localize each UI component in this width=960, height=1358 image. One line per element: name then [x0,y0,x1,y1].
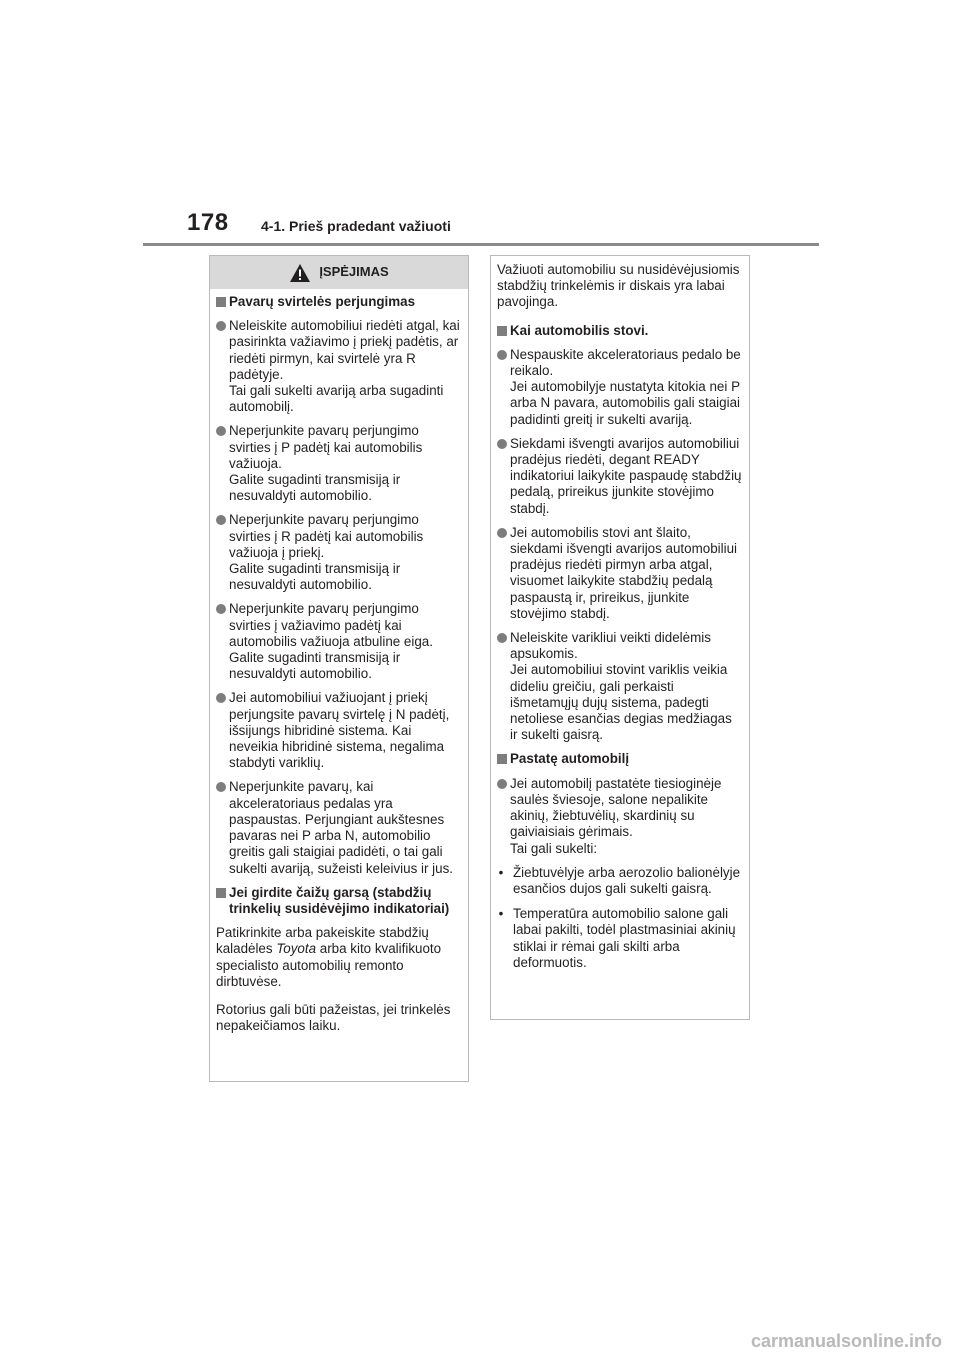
circle-bullet-icon [216,782,226,792]
subheading: Jei girdite čaižų garsą (stabdžių trinkelių susidėvėjimo indikatoriai) [216,885,462,917]
list-item: Neperjunkite pavarų, kai akceleratoriaus pedalas yra paspaustas. Perjungiant aukštesnes pavaras nei P arba N, automobilio greitis gali staigiai padidėti, o tai gali sukelti avariją, sužeisti keleivius ir jus. [216,779,462,876]
circle-bullet-icon [497,528,507,538]
circle-bullet-icon [216,693,226,703]
subheading: Pavarų svirtelės perjungimas [216,294,462,310]
list-item: Siekdami išvengti avarijos automobiliui pradėjus riedėti, degant READY indikatoriui laikykite paspaudę stabdžių pedalą, prireikus įjunkite stovėjimo stabdį. [497,436,742,517]
circle-bullet-icon [497,439,507,449]
brand-name: Toyota [276,941,317,957]
circle-bullet-icon [497,350,507,360]
subheading: Kai automobilis stovi. [497,323,742,339]
watermark: carmanualsonline.info [750,1331,942,1351]
list-item: Jei automobiliui važiuojant į priekį perjungsite pavarų svirtelę į N padėtį, išsijungs hibridinė sistema. Kai neveikia hibridinė sistema, negalima stabdyti variklių. [216,690,462,771]
dash-bullet-icon: • [498,906,504,922]
square-bullet-icon [216,888,226,898]
paragraph: Rotorius gali būti pažeistas, jei trinkelės nepakeičiamos laiku. [216,1001,451,1034]
warning-box-right [490,255,750,1020]
warning-triangle-icon [289,263,311,283]
warning-header [210,256,468,289]
section-title: 4-1. Prieš pradedant važiuoti [261,218,451,234]
dash-list-item: • Temperatūra automobilio salone gali labai pakilti, todėl plastmasiniai akinių stiklai ir rėmai gali skilti arba deformuotis. [498,906,736,970]
list-item: Neleiskite varikliui veikti didelėmis apsukomis. Jei automobiliui stovint variklis veikia dideliu greičiu, gali perkaisti išmetamųjų dujų sistema, padegti netoliese esančias degias medžiagas ir sukelti gaisrą. [497,630,742,743]
circle-bullet-icon [497,779,507,789]
paragraph: Patikrinkite arba pakeiskite stabdžių kaladėles Toyota arba kito kvalifikuoto specialisto automobilių remonto dirbtuvėse. [216,925,442,989]
warning-box-left [209,255,469,1082]
warning-title: ĮSPĖJIMAS [319,264,389,280]
list-item: Neleiskite automobiliui riedėti atgal, kai pasirinkta važiavimo į priekį padėtis, ar riedėti pirmyn, kai svirtelė yra R padėtyje. Tai gali sukelti avariją arba sugadinti automobilį. [216,318,462,415]
list-item: Neperjunkite pavarų perjungimo svirties į važiavimo padėtį kai automobilis važiuoja atbuline eiga. Galite sugadinti transmisiją ir nesuvaldyti automobilio. [216,601,462,682]
subheading: Pastatę automobilį [497,751,742,767]
circle-bullet-icon [216,515,226,525]
square-bullet-icon [497,326,507,336]
list-item: Jei automobilis stovi ant šlaito, siekdami išvengti avarijos automobiliui pradėjus riedėti pirmyn arba atgal, visuomet laikykite stabdžių pedalą paspaustą ir, prireikus, įjunkite stovėjimo stabdį. [497,525,742,622]
list-item: Neperjunkite pavarų perjungimo svirties į R padėtį kai automobilis važiuoja į priekį. Galite sugadinti transmisiją ir nesuvaldyti automobilio. [216,512,462,593]
circle-bullet-icon [216,604,226,614]
list-item: Nespauskite akceleratoriaus pedalo be reikalo. Jei automobilyje nustatyta kitokia nei P arba N pavara, automobilis gali staigiai padidinti greitį ir sukelti avariją. [497,347,742,428]
list-item: Jei automobilį pastatėte tiesioginėje saulės šviesoje, salone nepalikite akinių, žiebtuvėlių, skardinių su gaiviaisiais gėrimais. Tai gali sukelti: [497,776,742,857]
square-bullet-icon [497,754,507,764]
dash-bullet-icon: • [498,864,504,880]
circle-bullet-icon [216,426,226,436]
page-number: 178 [187,209,229,236]
dash-list-item: • Žiebtuvėlyje arba aerozolio balionėlyje esančios dujos gali sukelti gaisrą. [498,864,741,896]
circle-bullet-icon [216,321,226,331]
header-rule [143,243,819,246]
paragraph: Važiuoti automobiliu su nusidėvėjusiomis stabdžių trinkelėmis ir diskais yra labai pavojinga. [497,262,740,310]
square-bullet-icon [216,297,226,307]
list-item: Neperjunkite pavarų perjungimo svirties į P padėtį kai automobilis važiuoja. Galite sugadinti transmisiją ir nesuvaldyti automobilio. [216,423,462,504]
circle-bullet-icon [497,633,507,643]
